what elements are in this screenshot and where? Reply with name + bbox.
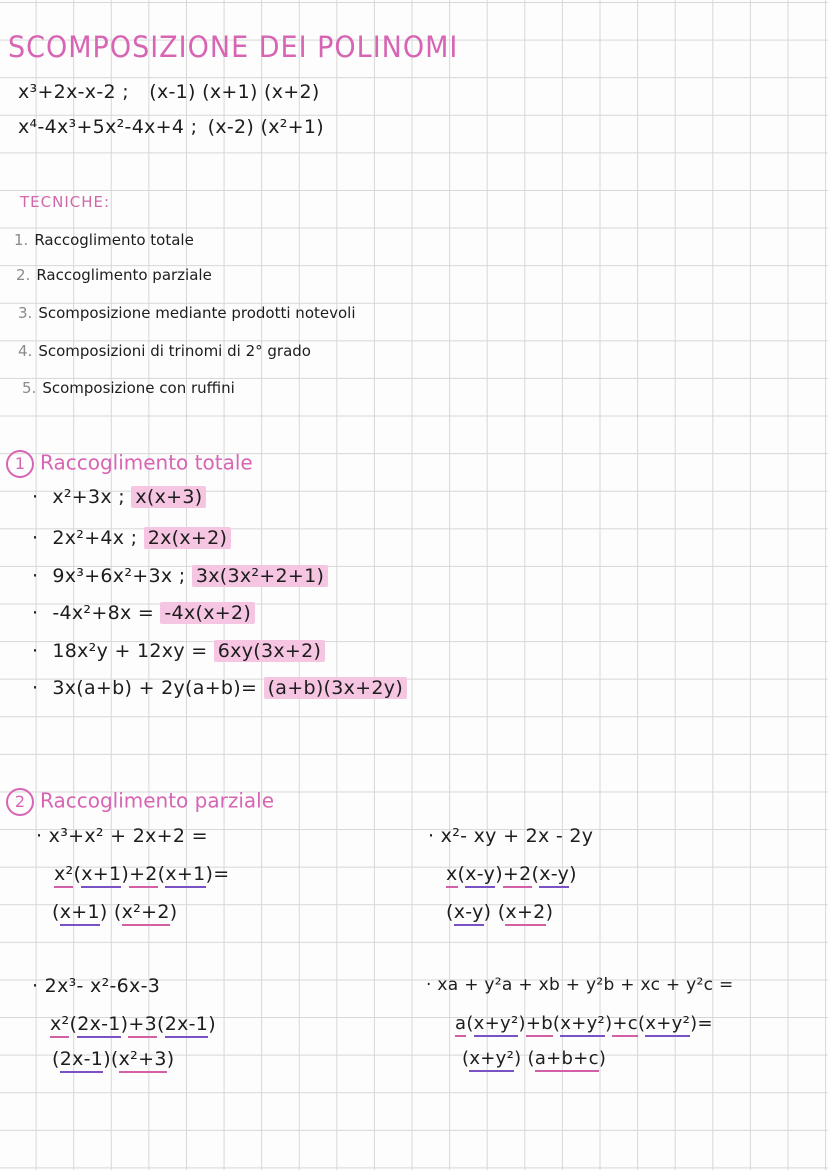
partial-example-3-line-1: · 2x³- x²-6x-3 xyxy=(32,975,161,997)
technique-item: 5. Scomposizione con ruffini xyxy=(22,379,235,397)
partial-example-2-line-3: (x-y) (x+2) xyxy=(446,903,553,922)
section-2-title: Raccoglimento parziale xyxy=(40,788,274,813)
technique-item: 1. Raccoglimento totale xyxy=(14,231,194,249)
section-number-badge: 1 xyxy=(6,450,34,478)
list-item: · 9x³+6x²+3x ; 3x(3x²+2+1) xyxy=(32,567,328,586)
list-item: · 2x²+4x ; 2x(x+2) xyxy=(32,529,231,548)
technique-item: 3. Scomposizione mediante prodotti notevoli xyxy=(18,304,356,322)
partial-example-1-line-3: (x+1) (x²+2) xyxy=(52,903,177,922)
partial-example-2-line-2: x(x-y)+2(x-y) xyxy=(446,865,577,884)
example-1-factor: (x-1) (x+1) (x+2) xyxy=(149,81,320,103)
page-title: SCOMPOSIZIONE DEI POLINOMI xyxy=(8,30,459,65)
section-1-heading xyxy=(6,450,253,478)
technique-item: 4. Scomposizioni di trinomi di 2° grado xyxy=(18,342,311,360)
partial-example-4-line-2: a(x+y²)+b(x+y²)+c(x+y²)= xyxy=(455,1015,713,1033)
partial-example-4-line-1: · xa + y²a + xb + y²b + xc + y²c = xyxy=(426,975,734,995)
example-2-poly: x⁴-4x³+5x²-4x+4 ; xyxy=(18,116,198,138)
list-item: · 3x(a+b) + 2y(a+b)= (a+b)(3x+2y) xyxy=(32,679,407,698)
section-1-title: Raccoglimento totale xyxy=(40,450,253,475)
example-1 xyxy=(18,83,320,102)
section-2-heading xyxy=(6,788,274,816)
list-item: · 18x²y + 12xy = 6xy(3x+2) xyxy=(32,642,325,661)
partial-example-1-line-2: x²(x+1)+2(x+1)= xyxy=(54,865,229,884)
technique-item: 2. Raccoglimento parziale xyxy=(16,266,212,284)
partial-example-4-line-3: (x+y²) (a+b+c) xyxy=(462,1050,606,1068)
example-1-poly: x³+2x-x-2 ; xyxy=(18,81,129,103)
section-number-badge: 2 xyxy=(6,788,34,816)
example-2-factor: (x-2) (x²+1) xyxy=(207,116,324,138)
partial-example-2-line-1: · x²- xy + 2x - 2y xyxy=(428,825,594,847)
example-2 xyxy=(18,118,324,137)
partial-example-3-line-3: (2x-1)(x²+3) xyxy=(52,1050,174,1069)
partial-example-3-line-2: x²(2x-1)+3(2x-1) xyxy=(50,1015,216,1034)
list-item: · -4x²+8x = -4x(x+2) xyxy=(32,604,255,623)
partial-example-1-line-1: · x³+x² + 2x+2 = xyxy=(36,825,208,847)
techniques-heading: TECNICHE: xyxy=(20,193,111,211)
list-item: · x²+3x ; x(x+3) xyxy=(32,488,206,507)
